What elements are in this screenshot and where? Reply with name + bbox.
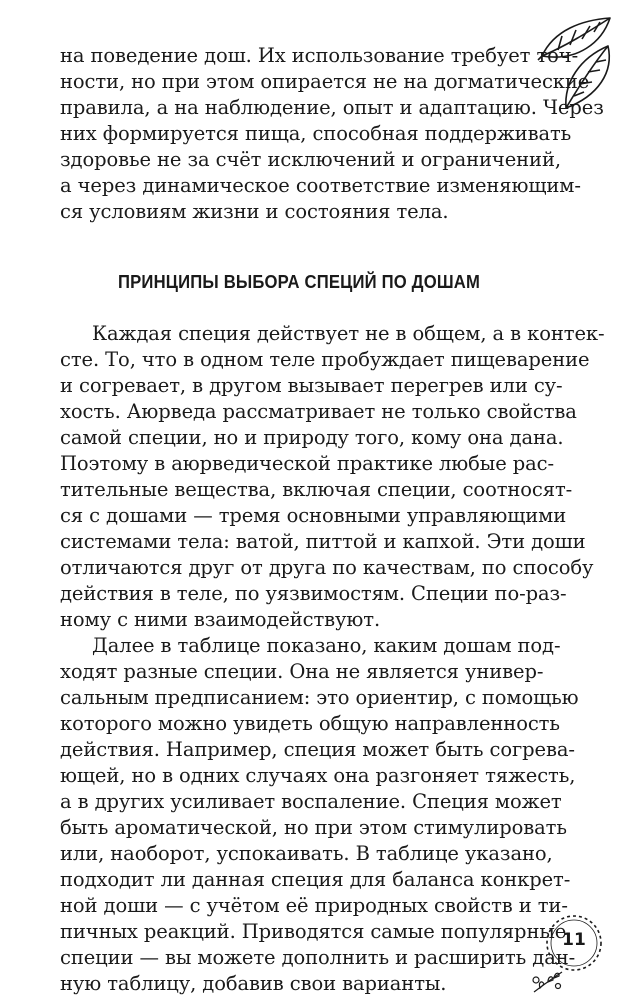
text-line: и согревает, в другом вызывает перегрев или су-	[60, 374, 563, 397]
text-line: ному с ними взаимодействуют.	[60, 608, 381, 631]
text-line: самой специи, но и природу того, кому она дана.	[60, 426, 564, 449]
flower-sprig-icon	[528, 966, 568, 996]
text-line: Каждая специя действует не в общем, а в контек-	[92, 322, 605, 345]
text-line: быть ароматической, но при этом стимулировать	[60, 816, 567, 839]
page-number-badge	[543, 912, 605, 974]
text-line: Поэтому в аюрведической практике любые рас-	[60, 452, 554, 475]
text-line: на поведение дош. Их использование требует точ-	[60, 44, 579, 67]
text-line: ся условиям жизни и состояния тела.	[60, 200, 449, 223]
text-line: ную таблицу, добавив свои варианты.	[60, 972, 447, 995]
text-line: пичных реакций. Приводятся самые популярные	[60, 920, 567, 943]
text-line: сте. То, что в одном теле пробуждает пищеварение	[60, 348, 590, 371]
text-line: ной доши — с учётом её природных свойств и ти-	[60, 894, 568, 917]
text-line: тительные вещества, включая специи, соотносят-	[60, 478, 573, 501]
text-line: ходят разные специи. Она не является универ-	[60, 660, 544, 683]
section-heading: ПРИНЦИПЫ ВЫБОРА СПЕЦИЙ ПО ДОШАМ	[118, 271, 481, 292]
text-line: системами тела: ватой, питтой и капхой. Эти доши	[60, 530, 586, 553]
text-line: специи — вы можете дополнить и расширить дан-	[60, 946, 576, 969]
text-line: хость. Аюрведа рассматривает не только свойства	[60, 400, 577, 423]
text-line: действия в теле, по уязвимостям. Специи по-раз-	[60, 582, 567, 605]
text-line: а через динамическое соответствие изменяющим-	[60, 174, 581, 197]
text-line: ся с дошами — тремя основными управляющими	[60, 504, 567, 527]
text-line: ющей, но в одних случаях она разгоняет тяжесть,	[60, 764, 576, 787]
text-line: здоровье не за счёт исключений и ограничений,	[60, 148, 561, 171]
text-line: сальным предписанием: это ориентир, с помощью	[60, 686, 579, 709]
text-line: подходит ли данная специя для баланса конкрет-	[60, 868, 571, 891]
page-number: 11	[562, 930, 586, 950]
text-line: или, наоборот, успокаивать. В таблице указано,	[60, 842, 553, 865]
text-line: ности, но при этом опирается не на догматические	[60, 70, 590, 93]
text-line: правила, а на наблюдение, опыт и адаптацию. Через	[60, 96, 604, 119]
text-line: них формируется пища, способная поддерживать	[60, 122, 572, 145]
text-line: действия. Например, специя может быть согрева-	[60, 738, 575, 761]
text-line: отличаются друг от друга по качествам, по способу	[60, 556, 594, 579]
text-line: Далее в таблице показано, каким дошам под-	[92, 634, 561, 657]
text-line: которого можно увидеть общую направленность	[60, 712, 560, 735]
text-line: а в других усиливает воспаление. Специя может	[60, 790, 562, 813]
